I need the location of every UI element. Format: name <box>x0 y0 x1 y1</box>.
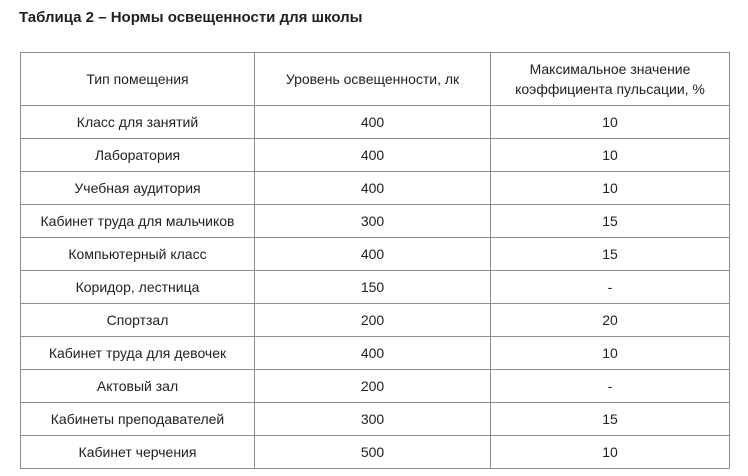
header-illuminance: Уровень освещенности, лк <box>255 53 491 106</box>
cell-room-type: Кабинет черчения <box>21 436 255 469</box>
cell-illuminance: 300 <box>255 205 491 238</box>
cell-illuminance: 300 <box>255 403 491 436</box>
cell-illuminance: 150 <box>255 271 491 304</box>
table-header <box>21 53 730 106</box>
cell-room-type: Кабинеты преподавателей <box>21 403 255 436</box>
cell-pulsation: 20 <box>491 304 730 337</box>
cell-illuminance: 200 <box>255 304 491 337</box>
cell-illuminance: 400 <box>255 337 491 370</box>
table-row <box>21 238 730 271</box>
cell-illuminance: 400 <box>255 106 491 139</box>
cell-illuminance: 200 <box>255 370 491 403</box>
table-row <box>21 172 730 205</box>
cell-pulsation: - <box>491 271 730 304</box>
header-row <box>21 53 730 106</box>
cell-pulsation: 15 <box>491 238 730 271</box>
header-pulsation: Максимальное значение коэффициента пульсации, % <box>491 53 730 106</box>
table-row <box>21 139 730 172</box>
cell-pulsation: - <box>491 370 730 403</box>
cell-pulsation: 10 <box>491 172 730 205</box>
cell-room-type: Класс для занятий <box>21 106 255 139</box>
cell-illuminance: 400 <box>255 172 491 205</box>
table-caption: Таблица 2 – Нормы освещенности для школы <box>19 9 363 26</box>
cell-pulsation: 10 <box>491 337 730 370</box>
table-row <box>21 436 730 469</box>
cell-room-type: Лаборатория <box>21 139 255 172</box>
cell-pulsation: 10 <box>491 106 730 139</box>
table-body <box>21 106 730 469</box>
cell-room-type: Актовый зал <box>21 370 255 403</box>
cell-pulsation: 15 <box>491 403 730 436</box>
table-row <box>21 271 730 304</box>
cell-illuminance: 400 <box>255 238 491 271</box>
cell-pulsation: 15 <box>491 205 730 238</box>
cell-illuminance: 400 <box>255 139 491 172</box>
cell-pulsation: 10 <box>491 436 730 469</box>
lighting-norms-table <box>20 52 730 469</box>
cell-room-type: Коридор, лестница <box>21 271 255 304</box>
header-room-type: Тип помещения <box>21 53 255 106</box>
table-row <box>21 304 730 337</box>
cell-room-type: Кабинет труда для мальчиков <box>21 205 255 238</box>
cell-illuminance: 500 <box>255 436 491 469</box>
cell-room-type: Учебная аудитория <box>21 172 255 205</box>
table-row <box>21 106 730 139</box>
cell-room-type: Кабинет труда для девочек <box>21 337 255 370</box>
table-row <box>21 403 730 436</box>
table-row <box>21 370 730 403</box>
cell-pulsation: 10 <box>491 139 730 172</box>
table-row <box>21 337 730 370</box>
cell-room-type: Компьютерный класс <box>21 238 255 271</box>
cell-room-type: Спортзал <box>21 304 255 337</box>
table-row <box>21 205 730 238</box>
